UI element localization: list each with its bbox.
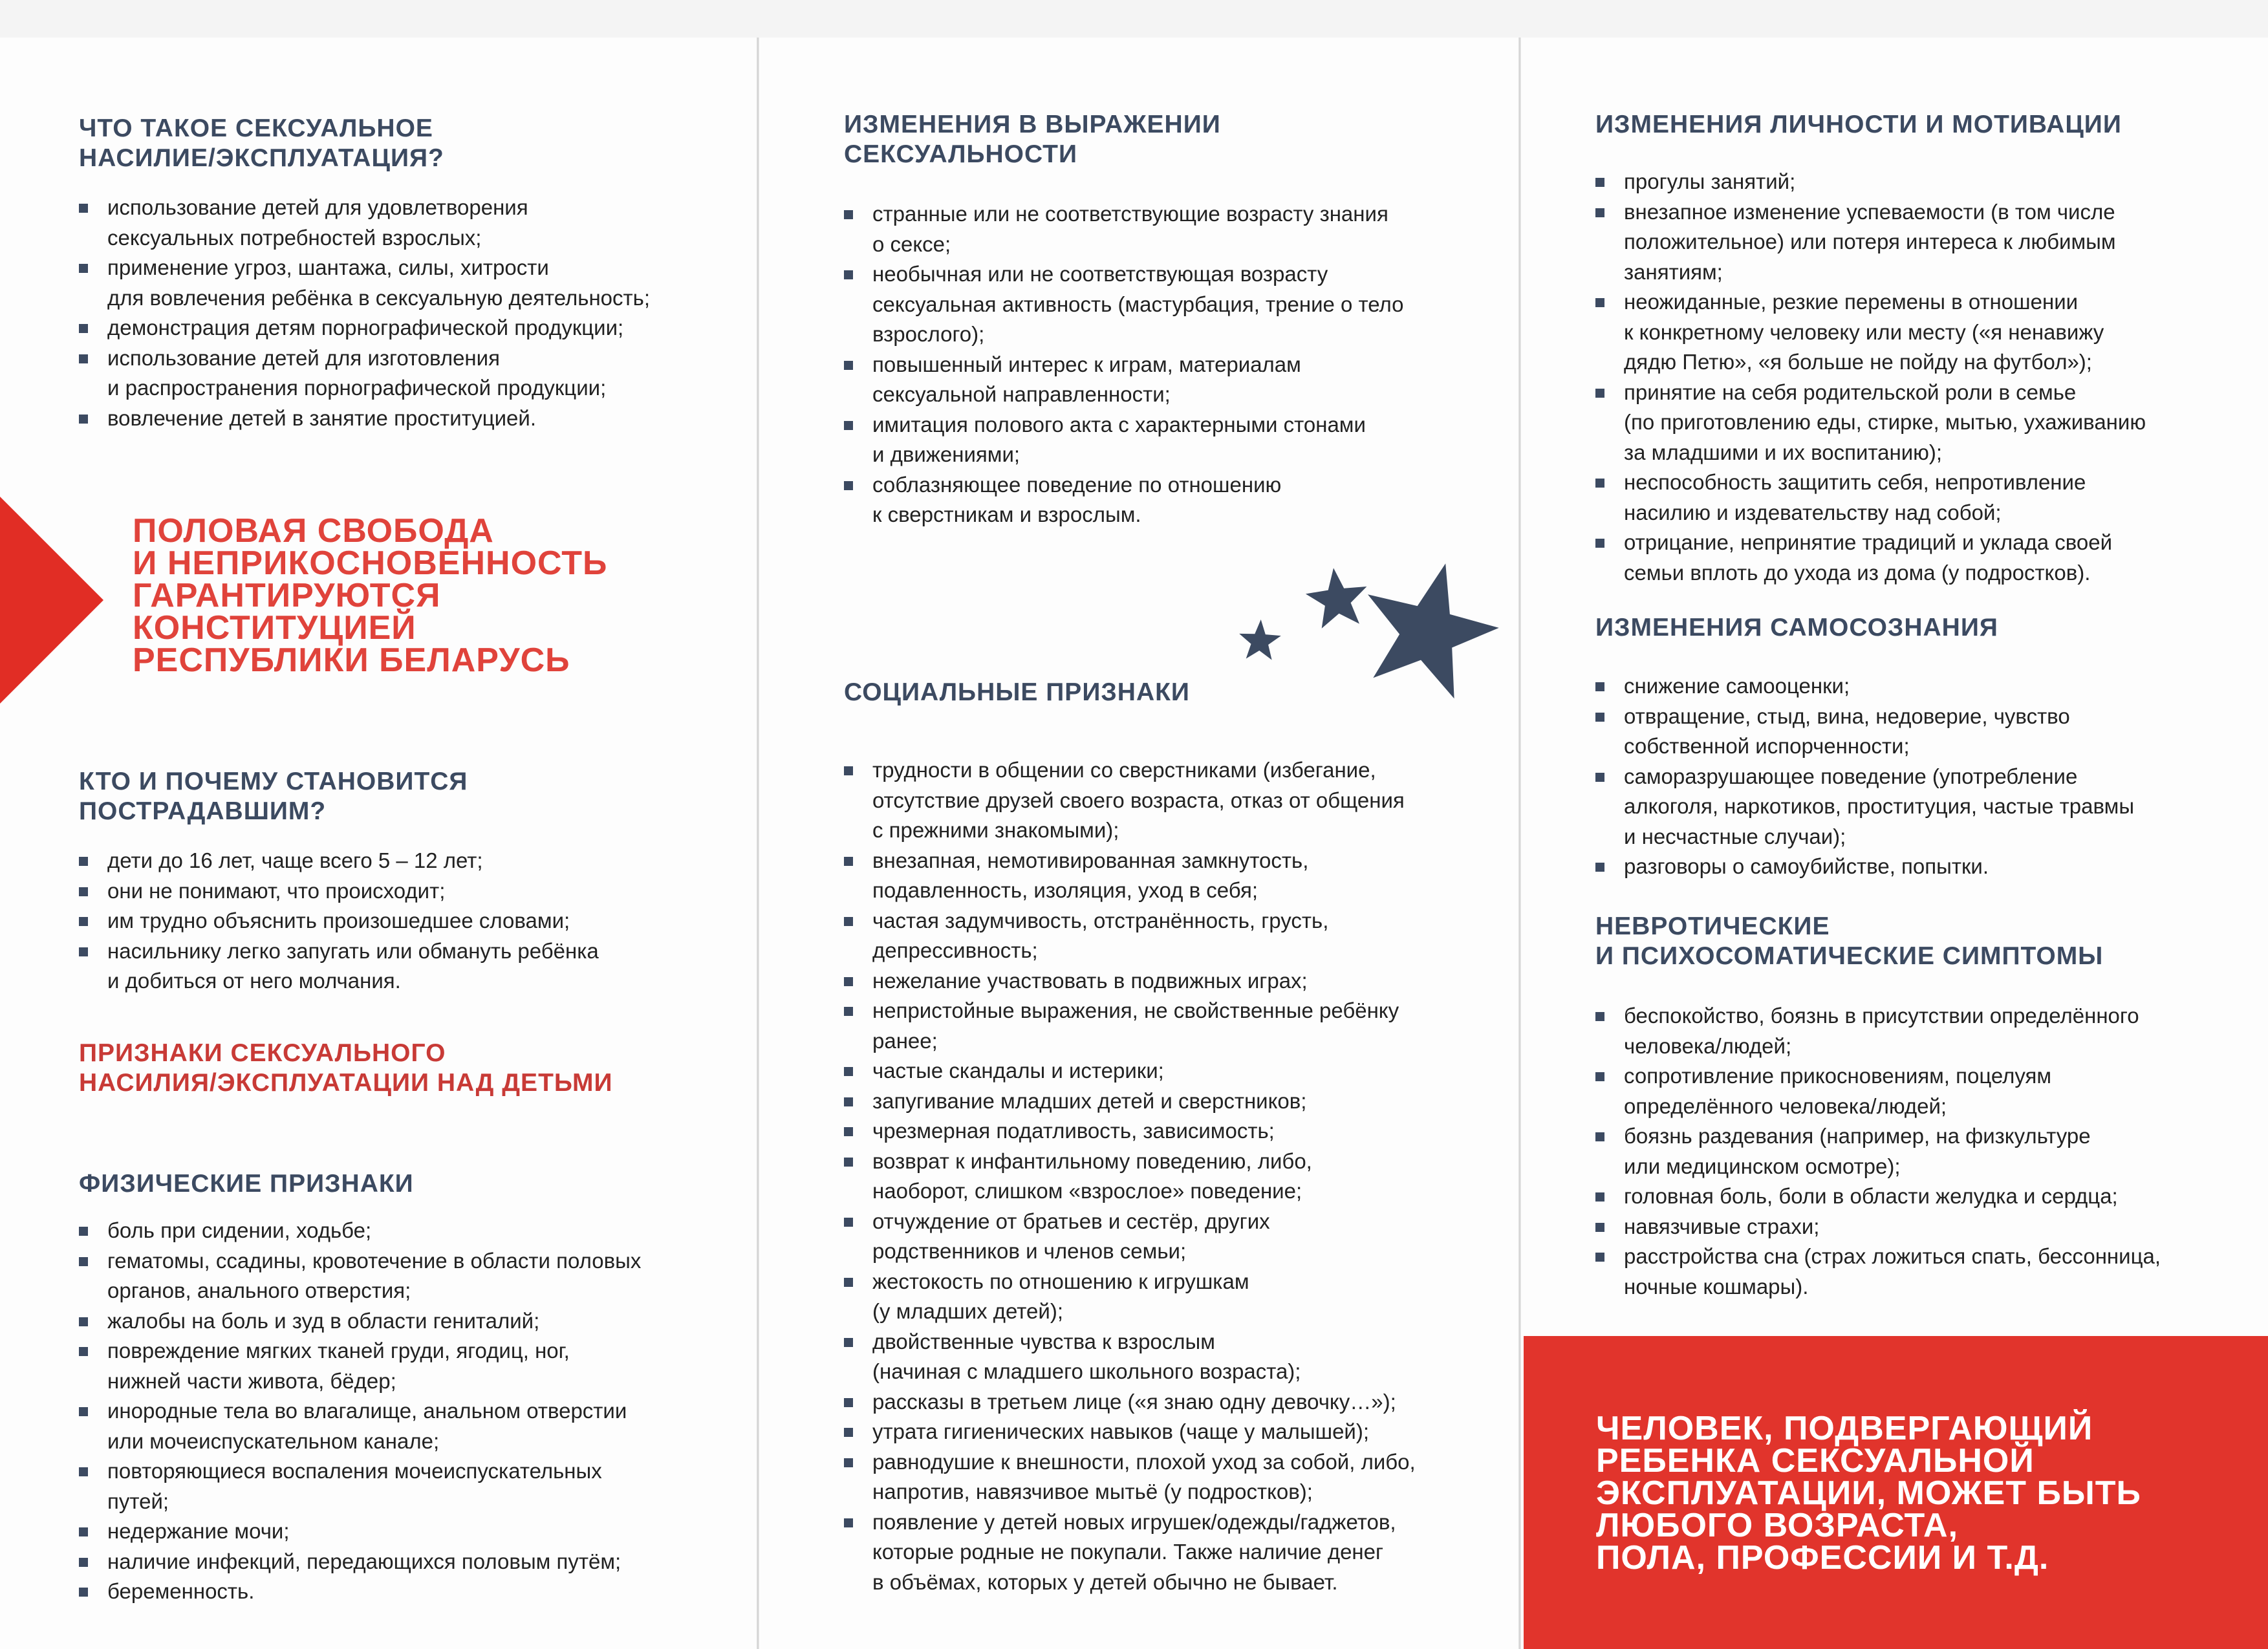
list-item-line: боль при сидении, ходьбе; xyxy=(107,1218,372,1242)
list-item-line: для вовлечения ребёнка в сексуальную деятельность; xyxy=(107,285,651,310)
list-item xyxy=(844,966,1416,997)
list-item xyxy=(844,996,1416,1056)
square-bullet-icon xyxy=(79,354,88,363)
list-item xyxy=(1595,528,2146,588)
square-bullet-icon xyxy=(1595,863,1604,872)
heading-line: НАСИЛИЕ/ЭКСПЛУАТАЦИЯ? xyxy=(79,144,444,172)
list-item-line: ранее; xyxy=(872,1028,938,1053)
list-item-line: появление у детей новых игрушек/одежды/гаджетов, xyxy=(872,1509,1396,1534)
list-item-line: жестокость по отношению к игрушкам xyxy=(872,1269,1249,1293)
square-bullet-icon xyxy=(844,1428,853,1437)
square-bullet-icon xyxy=(1595,1253,1604,1262)
square-bullet-icon xyxy=(79,1317,88,1326)
list-item-line: навязчивые страхи; xyxy=(1624,1214,1820,1238)
list-item-line: внезапное изменение успеваемости (в том числе xyxy=(1624,199,2115,224)
list-item xyxy=(79,1336,641,1396)
heading-line: ПОЛА, ПРОФЕССИИ И Т.Д. xyxy=(1596,1539,2049,1577)
list-item-line: сексуальной направленности; xyxy=(872,382,1171,406)
list-item-line: равнодушие к внешности, плохой уход за собой, либо, xyxy=(872,1449,1416,1474)
stars-decoration xyxy=(1124,529,1512,742)
square-bullet-icon xyxy=(844,1097,853,1106)
banner-text xyxy=(1596,1410,2141,1577)
list-item-line: отвращение, стыд, вина, недоверие, чувство xyxy=(1624,704,2070,728)
star-icon xyxy=(1239,620,1281,660)
square-bullet-icon xyxy=(844,1007,853,1016)
heading-line: ЛЮБОГО ВОЗРАСТА, xyxy=(1596,1507,1959,1544)
list-item-line: и несчастные случаи); xyxy=(1624,824,1846,848)
list-who-becomes-victim xyxy=(79,846,599,997)
fold-line-right xyxy=(1518,38,1521,1649)
slogan-constitution xyxy=(133,512,608,679)
list-item xyxy=(79,343,650,404)
list-item xyxy=(844,1056,1416,1086)
square-bullet-icon xyxy=(79,264,88,273)
heading-line: НЕВРОТИЧЕСКИЕ xyxy=(1595,912,1830,940)
list-item xyxy=(1595,1242,2161,1302)
list-item xyxy=(1595,1121,2161,1181)
heading-line: И НЕПРИКОСНОВЕННОСТЬ xyxy=(133,544,608,582)
list-item-line: странные или не соответствующие возрасту знания xyxy=(872,202,1388,226)
list-item-line: соблазняющее поведение по отношению xyxy=(872,472,1282,497)
heading-self-awareness xyxy=(1595,613,1998,643)
square-bullet-icon xyxy=(1595,1192,1604,1202)
list-item-line: повреждение мягких тканей груди, ягодиц, ног, xyxy=(107,1339,570,1363)
list-item-line: о сексе; xyxy=(872,232,951,256)
square-bullet-icon xyxy=(79,1467,88,1476)
list-item-line: наличие инфекций, передающихся половым путём; xyxy=(107,1549,621,1573)
list-item-line: человека/людей; xyxy=(1624,1033,1792,1058)
list-item-line: имитация полового акта с характерными стонами xyxy=(872,412,1366,436)
list-item-line: прогулы занятий; xyxy=(1624,169,1796,193)
square-bullet-icon xyxy=(1595,773,1604,782)
list-item-line: занятиям; xyxy=(1624,259,1723,284)
list-item xyxy=(1595,762,2134,852)
heading-line: СОЦИАЛЬНЫЕ ПРИЗНАКИ xyxy=(844,678,1190,706)
list-item-line: к сверстникам и взрослым. xyxy=(872,502,1141,526)
list-item-line: с прежними знакомыми); xyxy=(872,818,1119,842)
list-item-line: сексуальная активность (мастурбация, трение о тело xyxy=(872,292,1404,316)
list-item xyxy=(79,1306,641,1337)
list-item-line: расстройства сна (страх ложиться спать, бессонница, xyxy=(1624,1244,2161,1268)
list-item xyxy=(1595,1001,2161,1061)
list-item xyxy=(844,410,1404,470)
list-item-line: семьи вплоть до ухода из дома (у подростков). xyxy=(1624,560,2091,585)
list-item xyxy=(79,906,599,936)
list-item-line: частые скандалы и истерики; xyxy=(872,1059,1164,1083)
square-bullet-icon xyxy=(79,1588,88,1597)
list-item-line: двойственные чувства к взрослым xyxy=(872,1329,1215,1353)
list-item xyxy=(79,1456,641,1516)
list-item-line: беспокойство, боязнь в присутствии определённого xyxy=(1624,1004,2139,1028)
heading-line: ИЗМЕНЕНИЯ В ВЫРАЖЕНИИ xyxy=(844,111,1221,138)
fold-line-left xyxy=(757,38,759,1649)
list-item-line: собственной испорченности; xyxy=(1624,734,1910,758)
list-item xyxy=(844,755,1416,846)
list-item-line: которые родные не покупали. Также наличие денег xyxy=(872,1540,1384,1564)
list-item xyxy=(844,1327,1416,1387)
square-bullet-icon xyxy=(1595,713,1604,722)
list-item-line: или медицинском осмотре); xyxy=(1624,1154,1901,1178)
square-bullet-icon xyxy=(79,887,88,896)
list-item-line: и распространения порнографической продукции; xyxy=(107,376,607,400)
list-item-line: отрицание, непринятие традиций и уклада своей xyxy=(1624,530,2113,554)
square-bullet-icon xyxy=(844,1398,853,1407)
list-neurotic-symptoms xyxy=(1595,1001,2161,1302)
heading-line: И ПСИХОСОМАТИЧЕСКИЕ СИМПТОМЫ xyxy=(1595,942,2104,970)
heading-physical-signs xyxy=(79,1169,414,1199)
square-bullet-icon xyxy=(844,1158,853,1167)
heading-line: ФИЗИЧЕСКИЕ ПРИЗНАКИ xyxy=(79,1170,414,1198)
square-bullet-icon xyxy=(1595,479,1604,488)
list-item xyxy=(79,404,650,434)
list-item-line: и движениями; xyxy=(872,442,1021,466)
list-item xyxy=(844,1267,1416,1327)
heading-line: РЕСПУБЛИКИ БЕЛАРУСЬ xyxy=(133,641,570,679)
list-item xyxy=(79,253,650,313)
list-item-line: за младшими и их воспитанию); xyxy=(1624,440,1943,464)
list-item xyxy=(79,1396,641,1456)
square-bullet-icon xyxy=(79,1527,88,1536)
list-item xyxy=(844,259,1404,350)
list-item-line: гематомы, ссадины, кровотечение в области половых xyxy=(107,1248,642,1273)
square-bullet-icon xyxy=(844,1218,853,1227)
list-item xyxy=(79,846,599,876)
list-item xyxy=(79,876,599,907)
heading-line: РЕБЕНКА СЕКСУАЛЬНОЙ xyxy=(1596,1442,2035,1480)
square-bullet-icon xyxy=(844,421,853,430)
heading-line: КОНСТИТУЦИЕЙ xyxy=(133,609,416,647)
heading-line: ЧТО ТАКОЕ СЕКСУАЛЬНОЕ xyxy=(79,114,433,142)
list-item-line: или мочеиспускательном канале; xyxy=(107,1428,440,1453)
list-item-line: ночные кошмары). xyxy=(1624,1274,1809,1299)
square-bullet-icon xyxy=(1595,539,1604,548)
list-item-line: они не понимают, что происходит; xyxy=(107,878,446,903)
list-personality-changes xyxy=(1595,167,2146,588)
square-bullet-icon xyxy=(79,917,88,926)
list-item xyxy=(1595,1061,2161,1121)
list-item-line: дети до 16 лет, чаще всего 5 – 12 лет; xyxy=(107,848,483,872)
star-icon xyxy=(1306,568,1366,628)
square-bullet-icon xyxy=(1595,1223,1604,1232)
list-item xyxy=(844,199,1404,259)
list-self-awareness xyxy=(1595,671,2134,882)
list-item-line: внезапная, немотивированная замкнутость, xyxy=(872,848,1309,872)
list-item xyxy=(1595,167,2146,197)
list-item-line: (у младших детей); xyxy=(872,1299,1063,1323)
list-item-line: головная боль, боли в области желудка и сердца; xyxy=(1624,1184,2118,1208)
star-icon xyxy=(1368,563,1499,698)
square-bullet-icon xyxy=(1595,178,1604,187)
list-item-line: сексуальных потребностей взрослых; xyxy=(107,225,482,250)
square-bullet-icon xyxy=(1595,682,1604,691)
list-item-line: боязнь раздевания (например, на физкультуре xyxy=(1624,1124,2091,1148)
column-1 xyxy=(0,38,757,1649)
heading-line: ИЗМЕНЕНИЯ САМОСОЗНАНИЯ xyxy=(1595,614,1998,641)
square-bullet-icon xyxy=(79,1558,88,1567)
square-bullet-icon xyxy=(79,324,88,333)
heading-line: ПРИЗНАКИ СЕКСУАЛЬНОГО xyxy=(79,1039,446,1067)
square-bullet-icon xyxy=(844,917,853,926)
list-item-line: использование детей для удовлетворения xyxy=(107,195,528,219)
list-item-line: снижение самооценки; xyxy=(1624,674,1850,698)
square-bullet-icon xyxy=(1595,1012,1604,1021)
list-item-line: напротив, навязчивое мытьё (у подростков); xyxy=(872,1480,1313,1503)
list-item-line: родственников и членов семьи; xyxy=(872,1239,1187,1263)
list-sexuality-changes xyxy=(844,199,1404,530)
square-bullet-icon xyxy=(844,210,853,219)
column-3 xyxy=(1524,38,2268,1649)
list-item xyxy=(79,1246,641,1306)
heading-line: ЧЕЛОВЕК, ПОДВЕРГАЮЩИЙ xyxy=(1596,1410,2093,1447)
list-item-line: (начиная с младшего школьного возраста); xyxy=(872,1359,1301,1383)
square-bullet-icon xyxy=(1595,1072,1604,1081)
heading-line: СЕКСУАЛЬНОСТИ xyxy=(844,140,1078,168)
list-item xyxy=(1595,852,2134,882)
square-bullet-icon xyxy=(79,1347,88,1356)
list-item-line: нежелание участвовать в подвижных играх; xyxy=(872,968,1308,993)
list-item-line: насилию и издевательству над собой; xyxy=(1624,500,2002,524)
list-item xyxy=(844,350,1404,410)
list-item-line: депрессивность; xyxy=(872,938,1038,962)
list-item xyxy=(79,936,599,997)
square-bullet-icon xyxy=(1595,1132,1604,1141)
heading-line: ПОЛОВАЯ СВОБОДА xyxy=(133,512,494,550)
square-bullet-icon xyxy=(844,857,853,866)
list-item xyxy=(844,846,1416,906)
list-item-line: отчуждение от братьев и сестёр, других xyxy=(872,1209,1270,1233)
heading-sexuality-changes xyxy=(844,110,1221,169)
list-item-line: дядю Петю», «я больше не пойду на футбол»); xyxy=(1624,350,2092,374)
list-item-line: утрата гигиенических навыков (чаще у малышей); xyxy=(872,1419,1370,1443)
list-item xyxy=(844,1207,1416,1267)
list-item-line: применение угроз, шантажа, силы, хитрости xyxy=(107,255,549,279)
list-item-line: рассказы в третьем лице («я знаю одну девочку…»); xyxy=(872,1389,1396,1414)
red-banner xyxy=(1524,1336,2268,1649)
list-item-line: необычная или не соответствующая возрасту xyxy=(872,262,1328,286)
list-item-line: запугивание младших детей и сверстников; xyxy=(872,1088,1307,1113)
leaflet-page xyxy=(0,38,2268,1649)
square-bullet-icon xyxy=(844,1338,853,1347)
list-item-line: неспособность защитить себя, непротивление xyxy=(1624,470,2086,494)
list-item xyxy=(1595,1212,2161,1242)
list-item xyxy=(844,1387,1416,1417)
list-item-line: положительное) или потеря интереса к любимым xyxy=(1624,230,2116,253)
list-item-line: саморазрушающее поведение (употребление xyxy=(1624,764,2078,788)
square-bullet-icon xyxy=(844,766,853,775)
list-item-line: принятие на себя родительской роли в семье xyxy=(1624,380,2077,404)
list-item-line: повторяющиеся воспаления мочеиспускательных xyxy=(107,1459,602,1483)
list-social-signs xyxy=(844,755,1416,1597)
square-bullet-icon xyxy=(844,481,853,490)
square-bullet-icon xyxy=(1595,208,1604,217)
heading-what-is-abuse xyxy=(79,114,444,173)
list-item xyxy=(844,1507,1416,1598)
list-item-line: нижней части живота, бёдер; xyxy=(107,1368,396,1393)
heading-line: КТО И ПОЧЕМУ СТАНОВИТСЯ xyxy=(79,768,468,795)
list-item-line: жалобы на боль и зуд в области гениталий; xyxy=(107,1308,540,1333)
list-item-line: (по приготовлению еды, стирке, мытью, ухаживанию xyxy=(1624,410,2146,434)
list-item xyxy=(1595,671,2134,702)
list-item-line: разговоры о самоубийстве, попытки. xyxy=(1624,854,1989,878)
list-item xyxy=(1595,287,2146,378)
list-item-line: неожиданные, резкие перемены в отношении xyxy=(1624,290,2079,314)
square-bullet-icon xyxy=(844,1518,853,1527)
list-item xyxy=(79,193,650,253)
list-physical-signs xyxy=(79,1216,641,1607)
heading-social-signs xyxy=(844,678,1190,707)
list-item xyxy=(79,1547,641,1577)
square-bullet-icon xyxy=(79,1257,88,1266)
square-bullet-icon xyxy=(1595,298,1604,307)
heading-line: ЭКСПЛУАТАЦИИ, МОЖЕТ БЫТЬ xyxy=(1596,1474,2141,1512)
square-bullet-icon xyxy=(844,1458,853,1467)
heading-line: ИЗМЕНЕНИЯ ЛИЧНОСТИ И МОТИВАЦИИ xyxy=(1595,111,2122,138)
list-item-line: вовлечение детей в занятие проституцией. xyxy=(107,405,536,430)
list-item-line: взрослого); xyxy=(872,322,985,346)
heading-personality-changes xyxy=(1595,110,2122,140)
list-item-line: демонстрация детям порнографической продукции; xyxy=(107,316,624,339)
list-item xyxy=(79,1577,641,1607)
list-item-line: подавленность, изоляция, уход в себя; xyxy=(872,878,1258,902)
list-item xyxy=(1595,197,2146,288)
list-item-line: возврат к инфантильному поведению, либо, xyxy=(872,1148,1312,1173)
list-item xyxy=(1595,468,2146,528)
square-bullet-icon xyxy=(79,857,88,866)
list-item-line: частая задумчивость, отстранённость, грусть, xyxy=(872,908,1329,932)
heading-line: НАСИЛИЯ/ЭКСПЛУАТАЦИИ НАД ДЕТЬМИ xyxy=(79,1069,613,1097)
list-item-line: к конкретному человеку или месту («я ненавижу xyxy=(1624,319,2104,344)
column-2 xyxy=(762,38,1518,1649)
list-item xyxy=(1595,702,2134,762)
heading-neurotic-symptoms xyxy=(1595,912,2103,971)
list-item xyxy=(844,1147,1416,1207)
list-item-line: определённого человека/людей; xyxy=(1624,1094,1947,1118)
square-bullet-icon xyxy=(844,270,853,279)
heading-signs-of-abuse xyxy=(79,1039,612,1098)
square-bullet-icon xyxy=(79,1407,88,1416)
list-item-line: путей; xyxy=(107,1489,169,1513)
square-bullet-icon xyxy=(844,1278,853,1287)
list-item-line: органов, анального отверстия; xyxy=(107,1278,411,1302)
square-bullet-icon xyxy=(844,977,853,986)
list-item xyxy=(1595,378,2146,468)
list-item-line: повышенный интерес к играм, материалам xyxy=(872,352,1301,376)
list-item-line: непристойные выражения, не свойственные ребёнку xyxy=(872,998,1399,1022)
square-bullet-icon xyxy=(1595,389,1604,398)
square-bullet-icon xyxy=(79,415,88,424)
list-item-line: беременность. xyxy=(107,1579,255,1603)
square-bullet-icon xyxy=(79,947,88,956)
list-item xyxy=(844,470,1404,530)
list-item xyxy=(1595,1181,2161,1212)
list-item xyxy=(844,1116,1416,1147)
square-bullet-icon xyxy=(844,1127,853,1136)
list-what-is-abuse xyxy=(79,193,650,433)
list-item xyxy=(844,906,1416,966)
list-item-line: инородные тела во влагалище, анальном отверстии xyxy=(107,1399,627,1423)
list-item-line: трудности в общении со сверстниками (избегание, xyxy=(872,758,1376,782)
list-item xyxy=(844,1086,1416,1117)
list-item-line: недержание мочи; xyxy=(107,1519,290,1543)
red-arrow-decoration xyxy=(0,497,103,704)
list-item-line: в объёмах, которых у детей обычно не бывает. xyxy=(872,1569,1338,1594)
list-item-line: им трудно объяснить произошедшее словами; xyxy=(107,909,570,932)
list-item xyxy=(79,1216,641,1246)
square-bullet-icon xyxy=(844,1067,853,1076)
list-item xyxy=(79,313,650,343)
heading-line: ПОСТРАДАВШИМ? xyxy=(79,797,327,825)
heading-line: ГАРАНТИРУЮТСЯ xyxy=(133,577,441,614)
list-item-line: насильнику легко запугать или обмануть ребёнка xyxy=(107,938,599,963)
square-bullet-icon xyxy=(844,361,853,370)
list-item xyxy=(844,1417,1416,1447)
square-bullet-icon xyxy=(79,1227,88,1236)
list-item-line: алкоголя, наркотиков, проституция, частые травмы xyxy=(1624,794,2135,818)
list-item xyxy=(79,1516,641,1547)
list-item-line: чрезмерная податливость, зависимость; xyxy=(872,1119,1275,1143)
square-bullet-icon xyxy=(79,204,88,213)
list-item-line: использование детей для изготовления xyxy=(107,345,500,370)
heading-who-becomes-victim xyxy=(79,767,468,826)
list-item-line: сопротивление прикосновениям, поцелуям xyxy=(1624,1064,2052,1088)
list-item xyxy=(844,1447,1416,1507)
list-item-line: и добиться от него молчания. xyxy=(107,969,401,993)
list-item-line: отсутствие друзей своего возраста, отказ от общения xyxy=(872,788,1405,812)
list-item-line: наоборот, слишком «взрослое» поведение; xyxy=(872,1179,1302,1203)
